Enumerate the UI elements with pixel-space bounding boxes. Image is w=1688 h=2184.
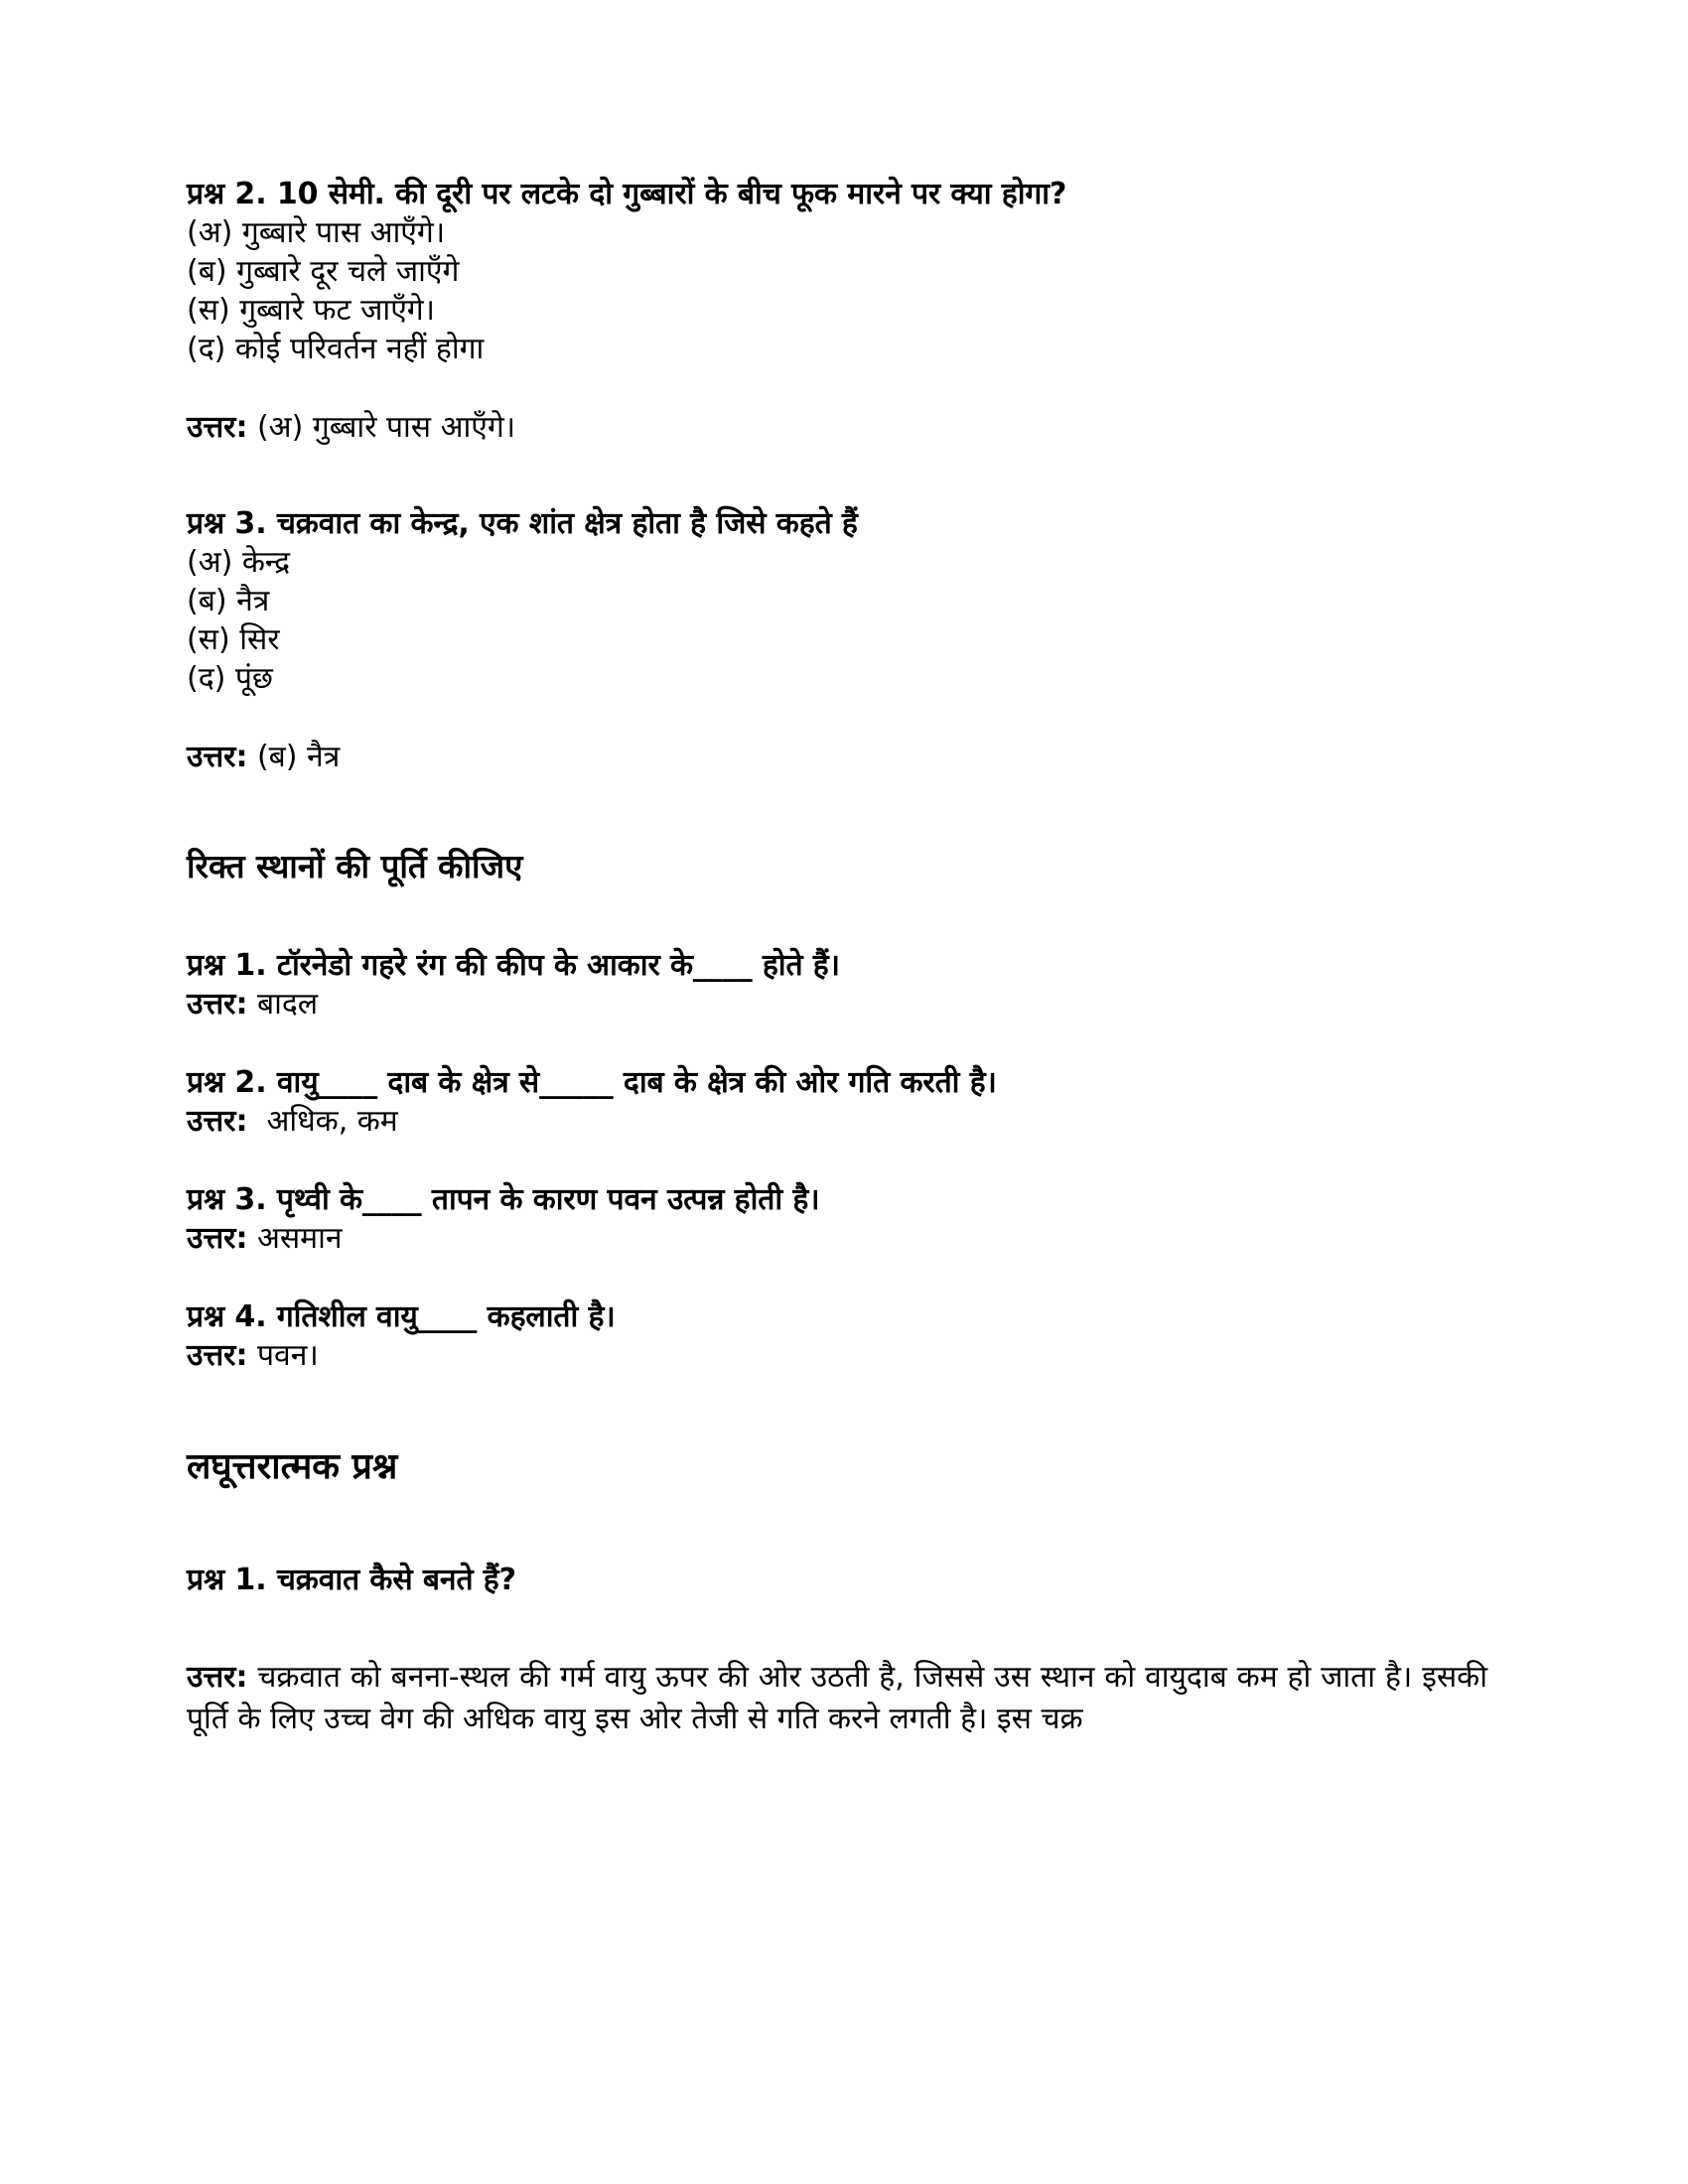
option-c: (स) सिर — [187, 622, 280, 657]
answer-line — [187, 1219, 1487, 1258]
answer-text: असमान — [247, 1220, 343, 1256]
spacer — [187, 698, 1487, 738]
spacer — [187, 1024, 1487, 1063]
answer-line — [187, 1336, 1487, 1375]
question-prompt: प्रश्न 2. 10 सेमी. की दूरी पर लटके दो गुब्बारों के बीच फूक मारने पर क्या होगा? — [187, 177, 1067, 211]
option-b: (ब) नैत्र — [187, 584, 270, 618]
answer-label: उत्तर: — [187, 1103, 248, 1139]
fill-blank-item-4 — [187, 1297, 1487, 1375]
answer-line — [187, 408, 1487, 447]
answer-text: चक्रवात को बनना-स्थल की गर्म वायु ऊपर की ओर उठती है, जिससे उस स्थान को वायुदाब कम हो जाता है। इसकी पूर्ति के लिए उच्च वेग की अधिक वायु इस ओर तेजी से गति करने लगती है। इस चक्र — [187, 1659, 1487, 1737]
answer-line — [187, 1102, 1487, 1141]
answer-text: बादल — [247, 986, 319, 1022]
spacer — [187, 1599, 1487, 1657]
spacer — [187, 447, 1487, 504]
answer-text: (अ) गुब्बारे पास आएँगे। — [247, 410, 516, 445]
spacer — [187, 368, 1487, 408]
fill-blank-item-2 — [187, 1063, 1487, 1141]
spacer — [187, 1491, 1487, 1561]
question-prompt: प्रश्न 3. पृथ्वी के____ तापन के कारण पवन उत्पन्न होती है। — [187, 1181, 820, 1217]
answer-label: उत्तर: — [187, 986, 248, 1022]
question-prompt: प्रश्न 3. चक्रवात का केन्द्र, एक शांत क्षेत्र होता है जिसे कहते हैं — [187, 506, 858, 541]
question-prompt: प्रश्न 4. गतिशील वायु____ कहलाती है। — [187, 1298, 616, 1334]
option-d: (द) पूंछ — [187, 661, 273, 696]
answer-label: उत्तर: — [187, 1659, 248, 1695]
answer-paragraph — [187, 1657, 1487, 1741]
answer-line — [187, 985, 1487, 1024]
spacer — [187, 776, 1487, 846]
question-prompt: प्रश्न 1. चक्रवात कैसे बनते हैं? — [187, 1562, 516, 1597]
short-answer-item-1 — [187, 1561, 1487, 1741]
fill-blank-item-3 — [187, 1180, 1487, 1258]
option-a: (अ) गुब्बारे पास आएँगे। — [187, 215, 446, 250]
spacer — [187, 1375, 1487, 1444]
option-b: (ब) गुब्बारे दूर चले जाएँगे — [187, 254, 460, 289]
mcq-item-2 — [187, 504, 1487, 776]
spacer — [187, 888, 1487, 946]
spacer — [187, 1141, 1487, 1180]
question-prompt: प्रश्न 1. टॉरनेडो गहरे रंग की कीप के आकार के____ होते हैं। — [187, 947, 840, 983]
option-d: (द) कोई परिवर्तन नहीं होगा — [187, 332, 485, 366]
answer-text: अधिक, कम — [247, 1103, 398, 1139]
answer-label: उत्तर: — [187, 1337, 248, 1373]
answer-text: पवन। — [247, 1337, 319, 1373]
answer-label: उत्तर: — [187, 740, 248, 774]
mcq-item-1 — [187, 175, 1487, 447]
answer-line — [187, 738, 1487, 776]
fill-blanks-heading: रिक्त स्थानों की पूर्ति कीजिए — [187, 847, 523, 886]
question-prompt: प्रश्न 2. वायु____ दाब के क्षेत्र से_____ दाब के क्षेत्र की ओर गति करती है। — [187, 1064, 997, 1100]
option-c: (स) गुब्बारे फट जाएँगे। — [187, 293, 436, 328]
spacer — [187, 1258, 1487, 1297]
fill-blank-item-1 — [187, 946, 1487, 1024]
answer-label: उत्तर: — [187, 1220, 248, 1256]
short-answer-heading: लघूत्तरात्मक प्रश्न — [187, 1445, 398, 1487]
option-a: (अ) केन्द्र — [187, 545, 291, 580]
answer-text: (ब) नैत्र — [247, 740, 341, 774]
answer-label: उत्तर: — [187, 410, 248, 445]
document-content — [187, 175, 1487, 1741]
